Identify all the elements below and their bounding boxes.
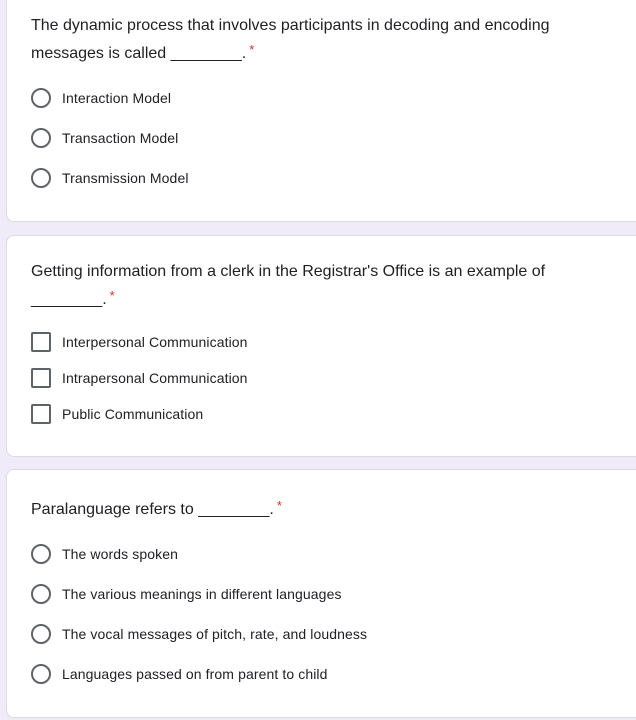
radio-option-transaction-model[interactable]	[31, 127, 178, 149]
radio-option-languages-passed[interactable]	[31, 663, 328, 685]
option-label: Intrapersonal Communication	[62, 370, 248, 386]
option-label: Languages passed on from parent to child	[62, 666, 328, 682]
question-card-2	[6, 235, 636, 457]
question-title-1	[31, 14, 591, 66]
radio-button[interactable]	[31, 624, 51, 644]
radio-button[interactable]	[31, 544, 51, 564]
checkbox-option-public[interactable]	[31, 403, 203, 425]
question-card-1	[6, 0, 636, 222]
radio-button[interactable]	[31, 664, 51, 684]
question-text: Getting information from a clerk in the Registrar's Office is an example of ________.	[31, 263, 546, 308]
checkbox[interactable]	[31, 404, 51, 424]
checkbox[interactable]	[31, 368, 51, 388]
option-label: Interpersonal Communication	[62, 334, 248, 350]
checkbox[interactable]	[31, 332, 51, 352]
radio-option-words-spoken[interactable]	[31, 543, 178, 565]
question-text: The dynamic process that involves participants in decoding and encoding messages is called ________.	[31, 17, 550, 62]
radio-button[interactable]	[31, 584, 51, 604]
required-asterisk: *	[109, 288, 115, 303]
required-asterisk: *	[276, 498, 282, 513]
radio-button[interactable]	[31, 88, 51, 108]
radio-option-various-meanings[interactable]	[31, 583, 342, 605]
radio-option-interaction-model[interactable]	[31, 87, 171, 109]
radio-option-transmission-model[interactable]	[31, 167, 189, 189]
radio-button[interactable]	[31, 128, 51, 148]
option-label: The words spoken	[62, 546, 178, 562]
question-card-3	[6, 469, 636, 718]
question-text: Paralanguage refers to ________.	[31, 501, 274, 518]
option-label: Public Communication	[62, 406, 204, 422]
required-asterisk: *	[249, 42, 255, 57]
option-label: The various meanings in different languages	[62, 586, 342, 602]
radio-option-vocal-messages[interactable]	[31, 623, 367, 645]
option-label: Transmission Model	[62, 170, 189, 186]
question-title-3	[31, 494, 591, 522]
option-label: Transaction Model	[62, 130, 179, 146]
checkbox-option-intrapersonal[interactable]	[31, 367, 248, 389]
radio-button[interactable]	[31, 168, 51, 188]
question-title-2	[31, 260, 591, 312]
checkbox-option-interpersonal[interactable]	[31, 331, 248, 353]
option-label: Interaction Model	[62, 90, 172, 106]
option-label: The vocal messages of pitch, rate, and loudness	[62, 626, 368, 642]
